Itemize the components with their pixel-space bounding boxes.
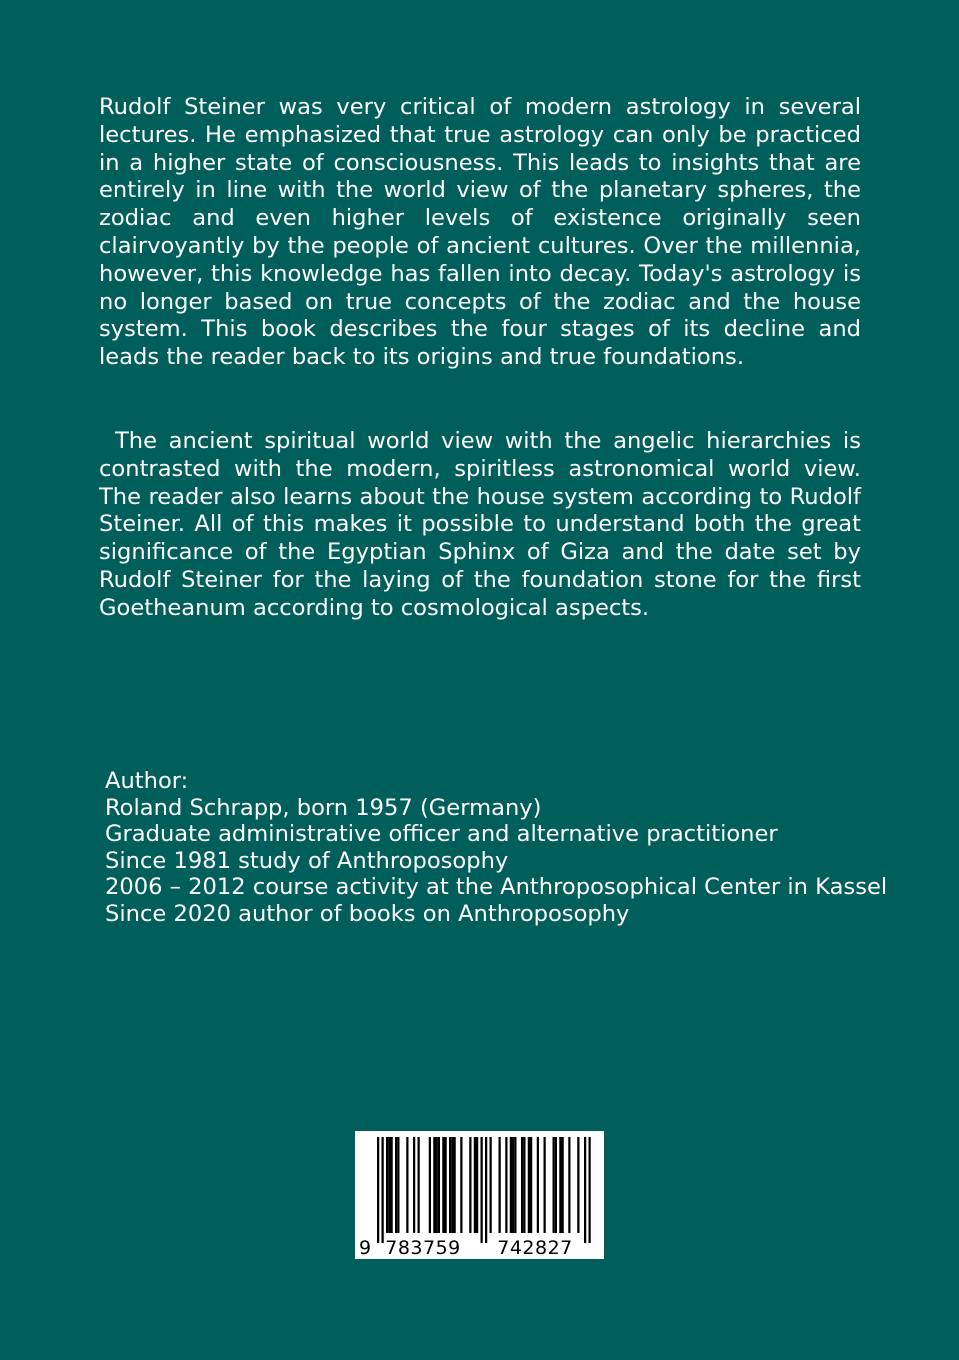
author-line: Roland Schrapp, born 1957 (Germany) (105, 794, 542, 821)
author-heading: Author: (105, 768, 189, 794)
barcode-bar (584, 1137, 586, 1243)
barcode-bar (395, 1137, 397, 1233)
barcode-right-digits: 742827 (497, 1237, 573, 1259)
barcode-left-digits: 783759 (385, 1237, 461, 1259)
barcode-bar (481, 1137, 483, 1243)
barcode-bar (514, 1137, 516, 1233)
author-section (105, 768, 925, 927)
barcode-bar (382, 1137, 384, 1243)
author-line: 2006 – 2012 course activity at the Anthroposophical Center in Kassel (105, 874, 888, 900)
barcode-bar (413, 1137, 415, 1233)
barcode-first-digit: 9 (359, 1237, 372, 1259)
barcode-bar (391, 1137, 393, 1233)
barcode-bar (451, 1137, 453, 1233)
barcode-bar (418, 1137, 420, 1233)
barcode-bar (537, 1137, 539, 1233)
isbn-barcode (355, 1131, 604, 1259)
barcode-bar (512, 1137, 514, 1233)
barcode-bar (510, 1137, 512, 1233)
barcode-bar (406, 1137, 408, 1233)
barcode-bar (445, 1137, 447, 1233)
author-line: Since 2020 author of books on Anthroposophy (105, 900, 630, 927)
barcode-bar (433, 1137, 435, 1233)
barcode-bar (521, 1137, 523, 1233)
barcode-bar (499, 1137, 501, 1233)
barcode-bar (469, 1137, 471, 1233)
barcode-bar (544, 1137, 546, 1233)
barcode-bar (460, 1137, 462, 1233)
barcode-bar (429, 1137, 431, 1233)
barcode-bar (377, 1137, 379, 1243)
barcode-graphic (355, 1131, 604, 1259)
description-paragraph-1: Rudolf Steiner was very critical of modern astrology in several lectures. He emphasized that true astrology can only be practiced in a higher state of consciousness. This leads to insights that are entirely in line with the world view of the planetary spheres, the zodiac and even higher levels of existence originally seen clairvoyantly by the people of ancient cultures. Over the millennia, however, this knowledge has fallen into decay. Today's astrology is no longer based on true concepts of the zodiac and the house system. This book describes the four stages of its decline and leads the reader back to its origins and true foundations. (99, 94, 861, 371)
barcode-bars (377, 1137, 591, 1243)
barcode-bar (397, 1137, 399, 1233)
barcode-bar (442, 1137, 444, 1233)
barcode-bar (476, 1137, 478, 1233)
barcode-bar (528, 1137, 530, 1233)
barcode-bar (553, 1137, 555, 1233)
barcode-bar (505, 1137, 507, 1233)
barcode-bar (388, 1137, 390, 1233)
barcode-bar (589, 1137, 591, 1243)
barcode-bar (386, 1137, 388, 1233)
barcode-bar (523, 1137, 525, 1233)
barcode-bar (568, 1137, 570, 1233)
description-paragraph-2: The ancient spiritual world view with the angelic hierarchies is contrasted with the modern, spiritless astronomical world view. The reader also learns about the house system according to Rudolf Steiner. All of this makes it possible to understand both the great significance of the Egyptian Sphinx of Giza and the date set by Rudolf Steiner for the laying of the foundation stone for the first Goetheanum according to cosmological aspects. (99, 428, 861, 621)
barcode-bar (530, 1137, 532, 1233)
barcode-bar (436, 1137, 438, 1233)
author-line: Graduate administrative officer and alternative practitioner (105, 821, 778, 847)
barcode-bar (454, 1137, 456, 1233)
author-line: Since 1981 study of Anthroposophy (105, 847, 509, 874)
barcode-bar (577, 1137, 579, 1233)
barcode-bar (485, 1137, 487, 1243)
barcode-bar (438, 1137, 440, 1233)
barcode-bar (449, 1137, 451, 1233)
barcode-bar (555, 1137, 557, 1233)
barcode-bar (562, 1137, 564, 1233)
barcode-bar (474, 1137, 476, 1233)
barcode-bar (559, 1137, 561, 1233)
barcode-bar (490, 1137, 492, 1233)
